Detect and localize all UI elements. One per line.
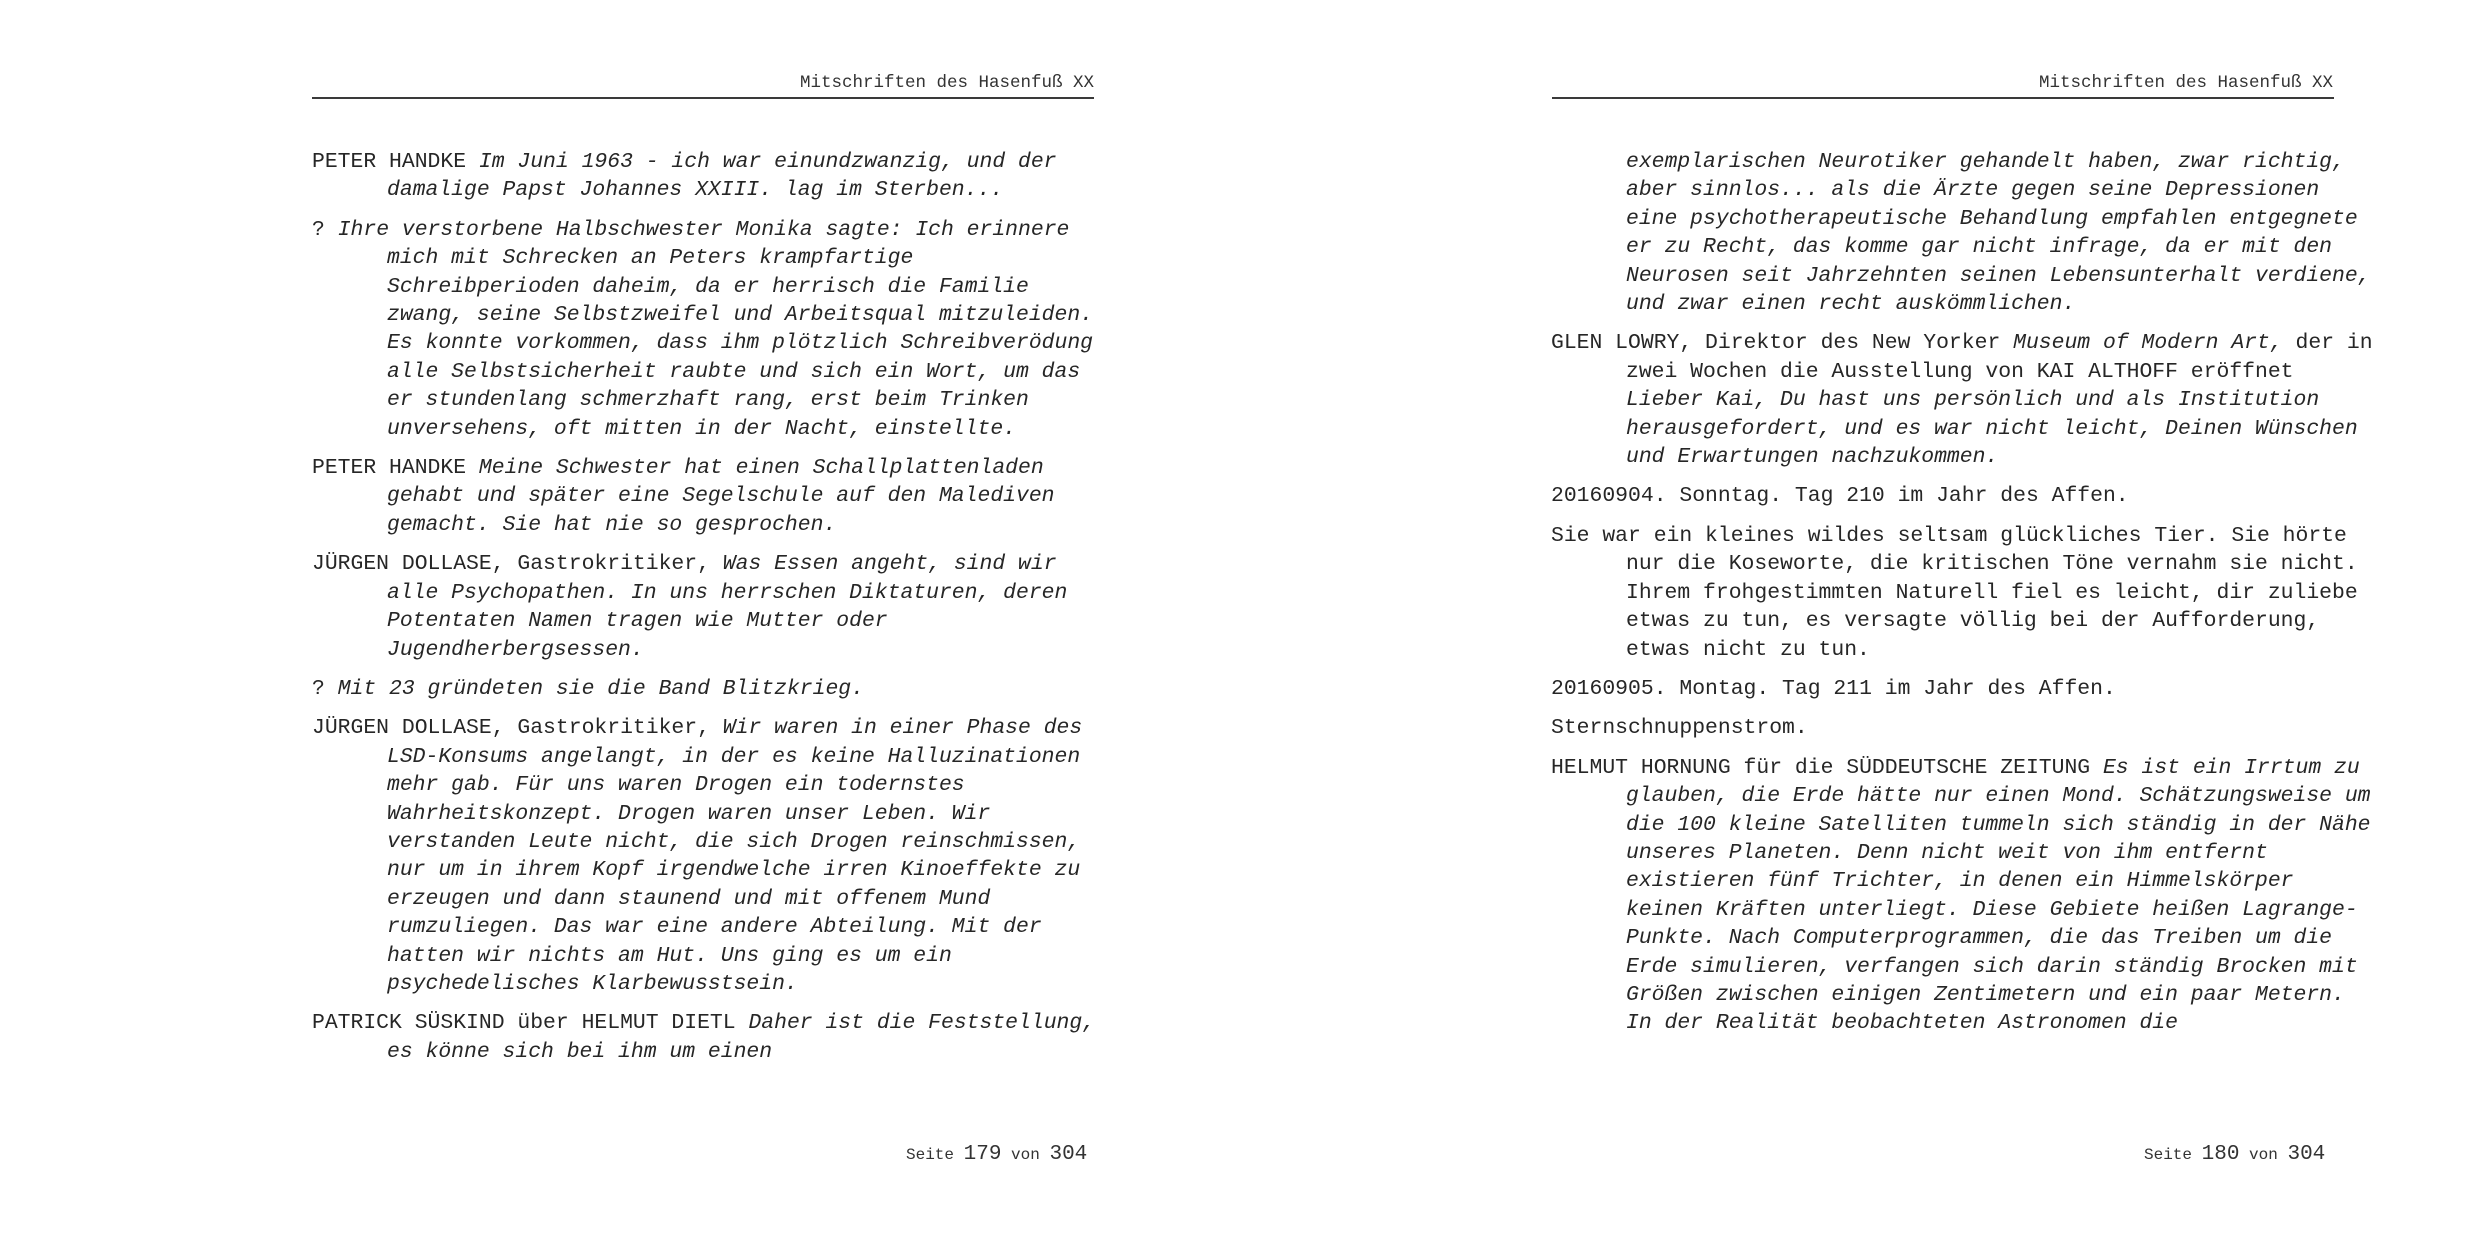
entry [1551,329,2381,471]
quote: Mit 23 gründeten sie die Band Blitzkrieg. [337,676,864,701]
entry [1551,714,2381,742]
quote: Wir waren in einer Phase des LSD-Konsums angelangt, in der es keine Halluzinationen mehr gab. Für uns waren Drogen ein todernstes Wahrheitskonzept. Drogen waren unser Leben. Wir verstanden Leute nicht, die sich Drogen reinschmissen, nur um in ihrem Kopf irgendwelche irren Kinoeffekte zu erzeugen und dann staunend und mit offenem Mund rumzuliegen. Das war eine andere Abteilung. Mit der hatten wir nichts am Hut. Uns ging es um ein psychedelisches Klarbewusstsein. [387,716,1083,996]
entry [1551,754,2381,1038]
header-rule [312,97,1094,99]
running-header: Mitschriften des Hasenfuß XX [2038,73,2333,93]
page-body [312,148,1102,1077]
entry [312,148,1102,205]
diary-date-text: 20160904. Sonntag. Tag 210 im Jahr des Affen. [1551,484,2129,509]
entry [312,216,1102,443]
page-number: 179 [963,1143,1002,1166]
speaker: HELMUT HORNUNG für die SÜDDEUTSCHE ZEITUNG [1551,755,2103,780]
quote: Lieber Kai, Du hast uns persönlich und als Institution herausgefordert, und es war nicht leicht, Deinen Wünschen und Erwartungen nachzukommen. [1626,388,2358,470]
page-footer [2144,1143,2325,1166]
quote: Museum of Modern Art, [2013,331,2283,356]
page-body [1551,148,2381,1049]
footer-label: Seite [906,1146,955,1164]
page-right [1240,0,2480,1240]
speaker: JÜRGEN DOLLASE, Gastrokritiker, [312,552,723,577]
diary-date [1551,675,2381,703]
entry [1551,522,2381,664]
speaker: PETER HANDKE [312,150,479,174]
paragraph: Sie war ein kleines wildes seltsam glückliches Tier. Sie hörte nur die Koseworte, die kritischen Töne vernahm sie nicht. Ihrem frohgestimmten Naturell fiel es leicht, dir zuliebe etwas zu tun, es versagte völlig bei der Aufforderung, etwas nicht zu tun. [1551,523,2358,662]
quote: Im Juni 1963 - ich war einundzwanzig, und der damalige Papst Johannes XXIII. lag im Sterben... [387,150,1057,203]
page-total: 304 [2287,1143,2326,1166]
paragraph: Sternschnuppenstrom. [1551,716,1808,741]
entry [312,675,1102,703]
page-number: 180 [2201,1143,2240,1166]
running-header: Mitschriften des Hasenfuß XX [799,73,1094,93]
speaker: JÜRGEN DOLLASE, Gastrokritiker, [312,716,723,741]
entry [312,454,1102,539]
entry [312,714,1102,998]
footer-label: Seite [2144,1146,2193,1164]
quote: Daher ist die Feststellung, es könne sich bei ihm um einen [387,1011,1096,1064]
speaker: ? [312,676,338,701]
quote: Es ist ein Irrtum zu glauben, die Erde hätte nur einen Mond. Schätzungsweise um die 100 kleine Satelliten tummeln sich ständig in der Nähe unseres Planeten. Denn nicht weit von ihm entfernt existieren fünf Trichter, in denen ein Himmelskörper keinen Kräften unterliegt. Diese Gebiete heißen Lagrange-Punkte. Nach Computerprogrammen, die das Treiben um die Erde simulieren, verfangen sich darin ständig Brocken mit Größen zwischen einigen Zentimetern und ein paar Metern. In der Realität beobachteten Astronomen die [1626,755,2371,1036]
header-rule [1552,97,2334,99]
footer-of: von [2249,1146,2278,1164]
quote: Meine Schwester hat einen Schallplattenladen gehabt und später eine Segelschule auf den Malediven gemacht. Sie hat nie so gesprochen. [387,456,1055,537]
quote: Was Essen angeht, sind wir alle Psychopathen. In uns herrschen Diktaturen, deren Potentaten Namen tragen wie Mutter oder Jugendherbergsessen. [387,552,1068,662]
quote: exemplarischen Neurotiker gehandelt haben, zwar richtig, aber sinnlos... als die Ärzte gegen seine Depressionen eine psychotherapeutische Behandlung empfahlen entgegnete er zu Recht, das komme gar nicht infrage, da er mit den Neurosen seit Jahrzehnten seinen Lebensunterhalt verdiene, und zwar einen recht auskömmlichen. [1626,150,2371,317]
entry [1551,148,2381,318]
speaker: ? [312,217,338,242]
page-footer [906,1143,1087,1166]
entry [312,550,1102,664]
footer-of: von [1011,1146,1040,1164]
quote: Ihre verstorbene Halbschwester Monika sagte: Ich erinnere mich mit Schrecken an Peters krampfartige Schreibperioden daheim, da er herrisch die Familie zwang, seine Selbstzweifel und Arbeitsqual mitzuleiden. Es konnte vorkommen, dass ihm plötzlich Schreibverödung alle Selbstsicherheit raubte und sich ein Wort, um das er stundenlang schmerzhaft rang, erst beim Trinken unversehens, oft mitten in der Nacht, einstellte. [337,217,1094,441]
diary-date-text: 20160905. Montag. Tag 211 im Jahr des Affen. [1551,676,2116,701]
entry [312,1009,1102,1066]
page-total: 304 [1049,1143,1088,1166]
speaker: PETER HANDKE [312,456,479,481]
speaker-continued: der in zwei Wochen die Ausstellung von KAI ALTHOFF eröffnet [1626,331,2373,384]
speaker: PATRICK SÜSKIND über HELMUT DIETL [312,1011,749,1036]
speaker: GLEN LOWRY, Direktor des New Yorker [1551,331,2014,356]
diary-date [1551,482,2381,510]
